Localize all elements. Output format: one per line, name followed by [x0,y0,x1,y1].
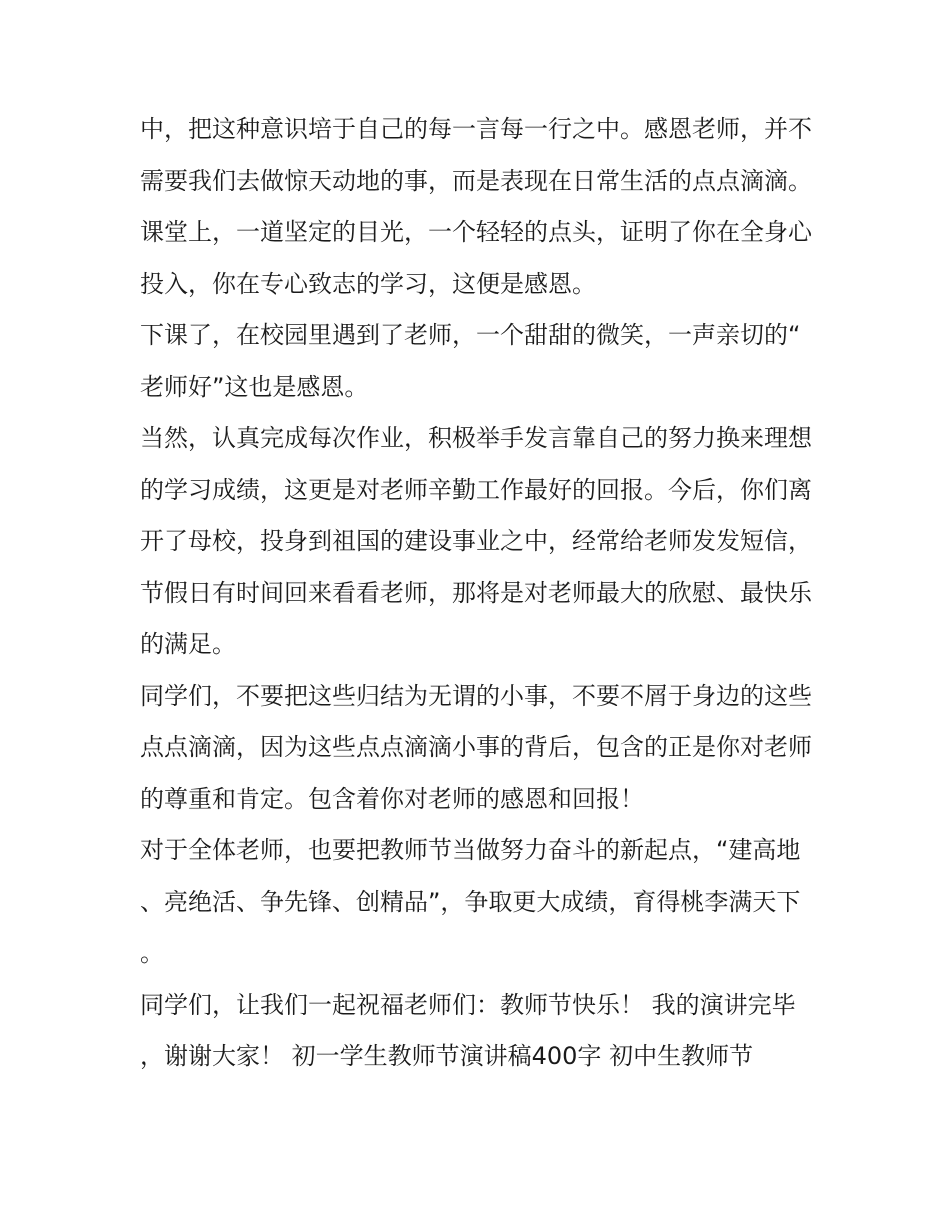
paragraph-7: 同学们，让我们一起祝福老师们：教师节快乐！ 我的演讲完毕，谢谢大家！ 初一学生教师节演讲稿400字 初中生教师节 [140,990,796,1070]
paragraph-2: 课堂上，一道坚定的目光，一个轻轻的点头，证明了你在全身心投入，你在专心致志的学习，这便是感恩。 [140,218,812,298]
document-body [140,104,812,1083]
paragraph-5: 同学们，不要把这些归结为无谓的小事，不要不屑于身边的这些点点滴滴，因为这些点点滴滴小事的背后，包含的正是你对老师的尊重和肯定。包含着你对老师的感恩和回报！ [140,681,812,813]
paragraph-4: 当然，认真完成每次作业，积极举手发言靠自己的努力换来理想的学习成绩，这更是对老师辛勤工作最好的回报。今后，你们离开了母校，投身到祖国的建设事业之中，经常给老师发发短信，节假日有时间回来看看老师，那将是对老师最大的欣慰、最快乐的满足。 [140,424,812,658]
paragraph-6: 对于全体老师，也要把教师节当做努力奋斗的新起点，“建高地、亮绝活、争先锋、创精品”，争取更大成绩，育得桃李满天下。 [140,836,801,967]
paragraph-1: 中，把这种意识培于自己的每一言每一行之中。感恩老师，并不需要我们去做惊天动地的事，而是表现在日常生活的点点滴滴。 [140,115,812,195]
paragraph-3: 下课了，在校园里遇到了老师，一个甜甜的微笑，一声亲切的“老师好”这也是感恩。 [140,321,801,401]
